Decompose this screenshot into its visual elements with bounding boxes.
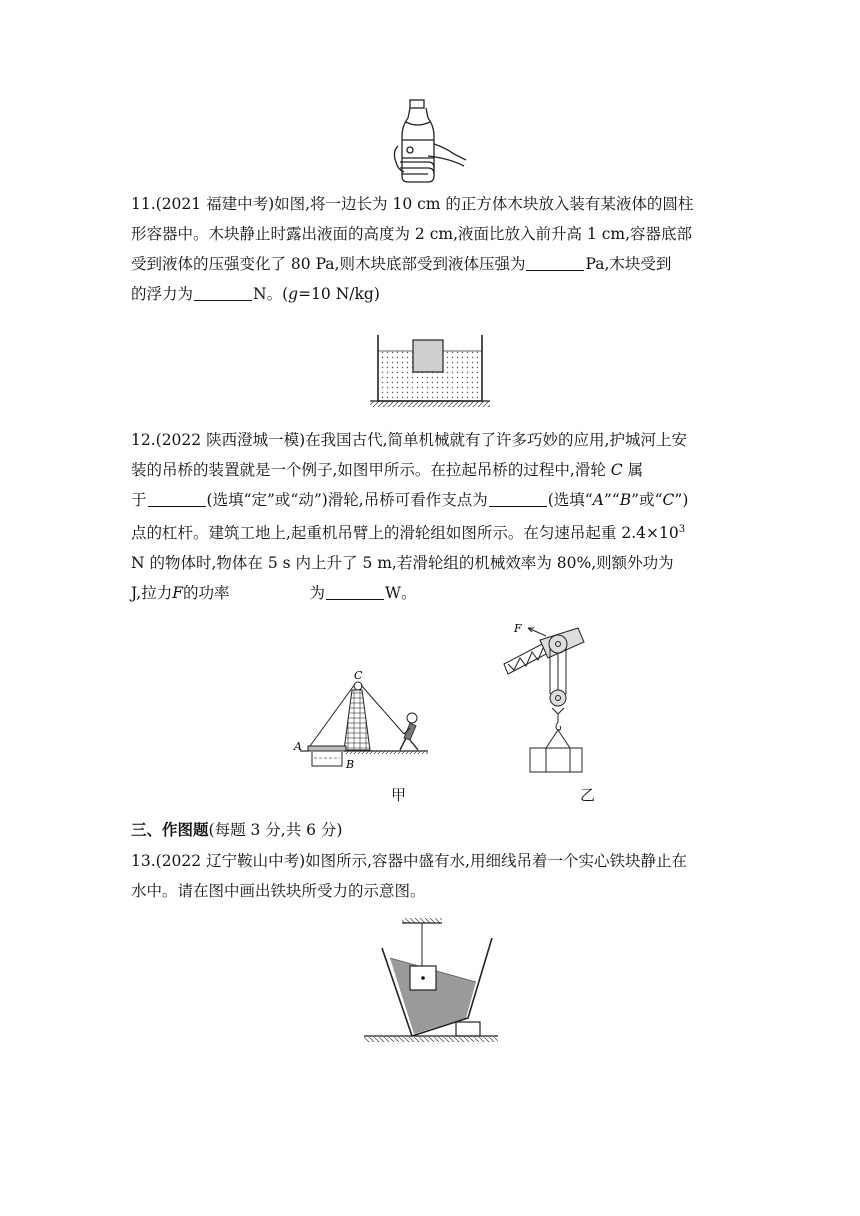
q11-line-4 (131, 279, 751, 309)
q12-line-1: 12.(2022 陕西澄城一模)在我国古代,简单机械就有了许多巧妙的应用,护城河上安 (131, 431, 687, 449)
q11-text: 的浮力为 (131, 285, 194, 303)
answer-blank[interactable] (489, 490, 547, 507)
label-f: F (514, 622, 522, 635)
section-title: 三、作图题 (131, 821, 209, 839)
answer-blank[interactable] (526, 254, 584, 271)
q12-line-2 (131, 455, 751, 485)
q12-symbol-a: A (592, 491, 604, 509)
q12-text: 装的吊桥的装置就是一个例子,如图甲所示。在拉起吊桥的过程中,滑轮 (131, 461, 606, 479)
q12-line-4 (131, 515, 751, 548)
q11-text: Pa,木块受到 (585, 255, 672, 273)
q12-line-5: N 的物体时,物体在 5 s 内上升了 5 m,若滑轮组的机械效率为 80%,则额外功为 (131, 554, 674, 573)
q12-text: 的功率 (183, 584, 230, 603)
crane-pulley-figure (500, 618, 610, 776)
q12-text: 属 (627, 461, 644, 479)
q11-line-1: 11.(2021 福建中考)如图,将一边长为 10 cm 的正方体木块放入装有某液体的圆柱 (131, 195, 694, 213)
q12-symbol-f: F (172, 584, 183, 603)
bottle-hand-figure (388, 96, 468, 186)
q12-symbol-c: C (610, 461, 623, 479)
q12-text: ”) (674, 491, 689, 509)
q12-text: 点的杠杆。建筑工地上,起重机吊臂上的滑轮组如图所示。在匀速吊起重 2.4×10 (131, 524, 679, 543)
q13-line-2: 水中。请在图中画出铁块所受力的示意图。 (131, 882, 426, 900)
section-note: (每题 3 分,共 6 分) (208, 821, 343, 839)
q12-symbol-b: B (619, 491, 632, 509)
q12-line-6 (131, 578, 751, 608)
section-3-heading (131, 815, 751, 845)
answer-blank[interactable] (326, 583, 384, 600)
q11-line-2: 形容器中。木块静止时露出液面的高度为 2 cm,液面比放入前升高 1 cm,容器底部 (131, 225, 693, 243)
q12-text: (选填“定”或“动”)滑轮,吊桥可看作支点为 (206, 491, 488, 509)
q12-text: ”“ (603, 491, 620, 509)
label-b: B (346, 758, 355, 771)
q12-symbol-c: C (662, 491, 675, 509)
q12-text: W。 (385, 584, 417, 603)
drawbridge-figure (288, 668, 433, 778)
q11-text: 受到液体的压强变化了 80 Pa,则木块底部受到液体压强为 (131, 255, 526, 273)
q12-text: J,拉力 (131, 584, 173, 603)
question-13 (131, 846, 751, 906)
q11-text: N。( (253, 285, 289, 303)
q11-line-3 (131, 249, 751, 279)
q11-text: =10 N/kg) (298, 285, 380, 303)
q12-line-3 (131, 485, 751, 515)
figure-jia-caption: 甲 (391, 786, 407, 804)
q13-line-1: 13.(2022 辽宁鞍山中考)如图所示,容器中盛有水,用细线吊着一个实心铁块静止在 (131, 852, 687, 870)
q12-text: 为 (309, 584, 326, 603)
answer-blank[interactable] (148, 490, 206, 507)
q12-text: 于 (131, 491, 147, 509)
q11-g-symbol: g (288, 285, 299, 303)
label-c: C (354, 669, 363, 682)
question-11 (131, 189, 751, 309)
q12-superscript: 3 (678, 524, 686, 535)
container-block-figure (370, 335, 490, 413)
question-12 (131, 425, 751, 608)
tilted-container-figure (360, 918, 502, 1048)
figure-yi-caption: 乙 (580, 786, 596, 804)
q12-text: ”或“ (631, 491, 663, 509)
label-a: A (294, 740, 302, 753)
answer-blank[interactable] (194, 284, 252, 301)
q12-text: (选填“ (547, 491, 593, 509)
